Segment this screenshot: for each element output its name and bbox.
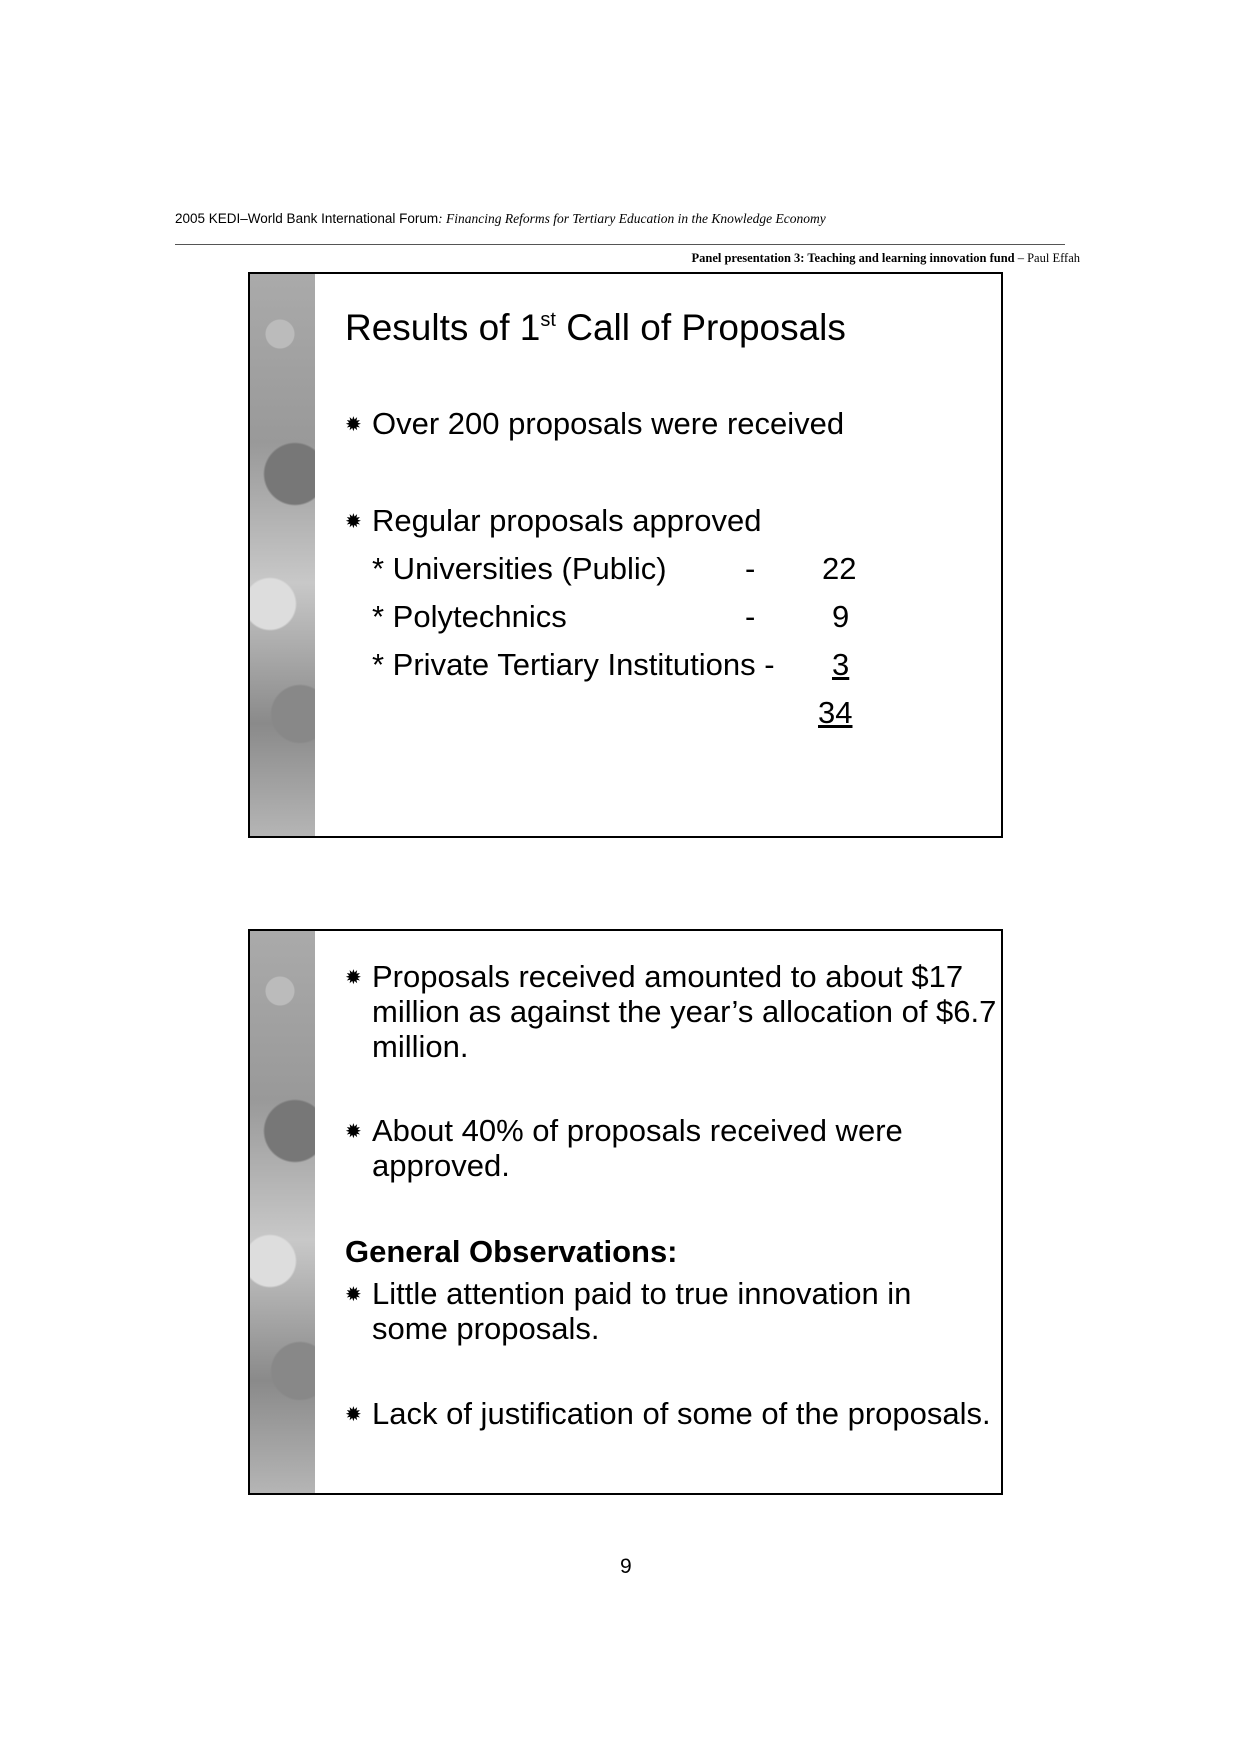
bullet-icon: ✹: [345, 1404, 362, 1426]
value-universities: 22: [822, 551, 857, 586]
bullet-innovation-line2: some proposals.: [372, 1311, 600, 1346]
bullet-icon: ✹: [345, 414, 362, 436]
page-number: 9: [620, 1555, 632, 1578]
dash: -: [745, 599, 756, 634]
bullet-icon: ✹: [345, 511, 362, 533]
gear-texture-image: [250, 931, 315, 1493]
forum-subtitle: : Financing Reforms for Tertiary Education in the Knowledge Economy: [438, 211, 826, 226]
slide-title: Results of 1st Call of Proposals: [345, 307, 846, 348]
header-rule: [175, 244, 1065, 245]
panel-header: [692, 251, 1081, 266]
bullet-icon: ✹: [345, 967, 362, 989]
forum-name: 2005 KEDI–World Bank International Forum: [175, 211, 439, 226]
gear-texture-image: [250, 274, 315, 836]
bullet-innovation: ✹ Little attention paid to true innovation in: [345, 1276, 912, 1311]
bullet-approved: ✹ Regular proposals approved: [345, 503, 762, 538]
author: – Paul Effah: [1014, 251, 1080, 265]
value-private: 3: [832, 647, 850, 682]
bullet-percent-line2: approved.: [372, 1148, 510, 1183]
slide-observations: [248, 929, 1003, 1495]
row-universities: * Universities (Public): [372, 551, 667, 586]
panel-title: Panel presentation 3: Teaching and learning innovation fund: [691, 251, 1015, 265]
total-value: 34: [818, 695, 853, 730]
slide-results: [248, 272, 1003, 838]
bullet-amount-line2: million as against the year’s allocation of $6.7: [372, 994, 997, 1029]
observations-heading: General Observations:: [345, 1234, 678, 1269]
bullet-amount-line3: million.: [372, 1029, 469, 1064]
bullet-icon: ✹: [345, 1121, 362, 1143]
dash: -: [745, 551, 756, 586]
bullet-received: ✹ Over 200 proposals were received: [345, 406, 845, 441]
bullet-icon: ✹: [345, 1284, 362, 1306]
row-polytechnics: * Polytechnics: [372, 599, 567, 634]
bullet-amount: ✹ Proposals received amounted to about $17: [345, 959, 964, 994]
bullet-justification: ✹ Lack of justification of some of the proposals.: [345, 1396, 991, 1431]
value-polytechnics: 9: [832, 599, 850, 634]
running-header: [175, 211, 826, 227]
bullet-percent: ✹ About 40% of proposals received were: [345, 1113, 903, 1148]
row-private: * Private Tertiary Institutions -: [372, 647, 775, 682]
